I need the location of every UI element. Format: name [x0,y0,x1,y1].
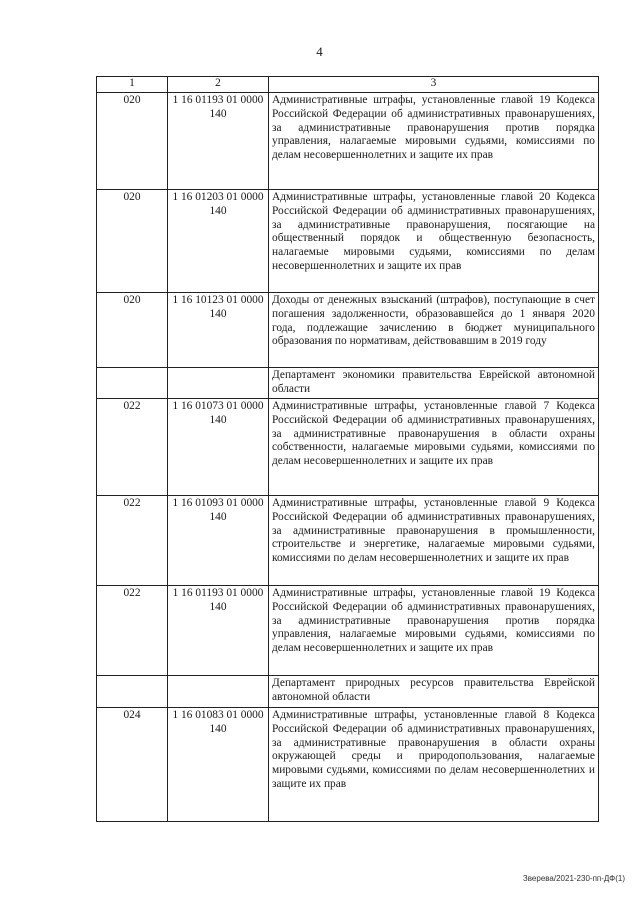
table-row [97,399,599,496]
revenue-description-cell: Административные штрафы, установленные главой 19 Кодекса Российской Федерации об административных правонарушениях, за административные правонарушения против порядка управления, налагаемые мировыми судьями, комиссиями по делам несовершеннолетних и защите их прав [269,93,599,190]
revenue-description-cell: Административные штрафы, установленные главой 8 Кодекса Российской Федерации об административных правонарушениях, за административные правонарушения в области охраны окружающей среды и природопользования, налагаемые мировыми судьями, комиссиями по делам несовершеннолетних и защите их прав [269,708,599,822]
table-row [97,586,599,676]
admin-code-cell: 020 [97,93,168,190]
kbk-code-cell: 1 16 01193 01 0000 140 [168,93,269,190]
revenue-description-cell: Административные штрафы, установленные главой 9 Кодекса Российской Федерации об административных правонарушениях, за административные правонарушения в промышленности, строительстве и энергетике, налагаемые мировыми судьями, комиссиями по делам несовершеннолетних и защите их прав [269,496,599,586]
table-row [97,293,599,368]
admin-code-cell: 022 [97,586,168,676]
table-row [97,190,599,293]
revenue-description-cell: Доходы от денежных взысканий (штрафов), поступающие в счет погашения задолженности, образовавшейся до 1 января 2020 года, подлежащие зачислению в бюджет муниципального образования по нормативам, действовавшим в 2019 году [269,293,599,368]
table-header-row [97,77,599,93]
kbk-code-cell: 1 16 01083 01 0000 140 [168,708,269,822]
column-header-2: 2 [168,77,269,93]
kbk-code-cell [168,368,269,399]
admin-code-cell [97,368,168,399]
table-row [97,93,599,190]
kbk-code-cell: 1 16 01203 01 0000 140 [168,190,269,293]
revenue-code-table [96,76,599,822]
table-row [97,496,599,586]
revenue-description-cell: Административные штрафы, установленные главой 20 Кодекса Российской Федерации об административных правонарушениях, за административные правонарушения, посягающие на общественный порядок и общественную безопасность, налагаемые мировыми судьями, комиссиями по делам несовершеннолетних и защите их прав [269,190,599,293]
kbk-code-cell: 1 16 01193 01 0000 140 [168,586,269,676]
admin-code-cell: 022 [97,399,168,496]
revenue-description-cell: Административные штрафы, установленные главой 7 Кодекса Российской Федерации об административных правонарушениях, за административные правонарушения в области охраны собственности, налагаемые мировыми судьями, комиссиями по делам несовершеннолетних и защите их прав [269,399,599,496]
table-row [97,708,599,822]
kbk-code-cell [168,676,269,708]
document-reference-footer: Зверева/2021-230-пп-ДФ(1) [522,874,625,883]
admin-code-cell: 020 [97,293,168,368]
column-header-3: 3 [269,77,599,93]
kbk-code-cell: 1 16 10123 01 0000 140 [168,293,269,368]
department-name-cell: Департамент экономики правительства Еврейской автономной области [269,368,599,399]
admin-code-cell: 020 [97,190,168,293]
revenue-description-cell: Административные штрафы, установленные главой 19 Кодекса Российской Федерации об административных правонарушениях, за административные правонарушения против порядка управления, налагаемые мировыми судьями, комиссиями по делам несовершеннолетних и защите их прав [269,586,599,676]
admin-code-cell [97,676,168,708]
column-header-1: 1 [97,77,168,93]
kbk-code-cell: 1 16 01093 01 0000 140 [168,496,269,586]
department-name-cell: Департамент природных ресурсов правительства Еврейской автономной области [269,676,599,708]
admin-code-cell: 022 [97,496,168,586]
admin-code-cell: 024 [97,708,168,822]
kbk-code-cell: 1 16 01073 01 0000 140 [168,399,269,496]
page-number: 4 [316,44,323,59]
department-row [97,368,599,399]
department-row [97,676,599,708]
